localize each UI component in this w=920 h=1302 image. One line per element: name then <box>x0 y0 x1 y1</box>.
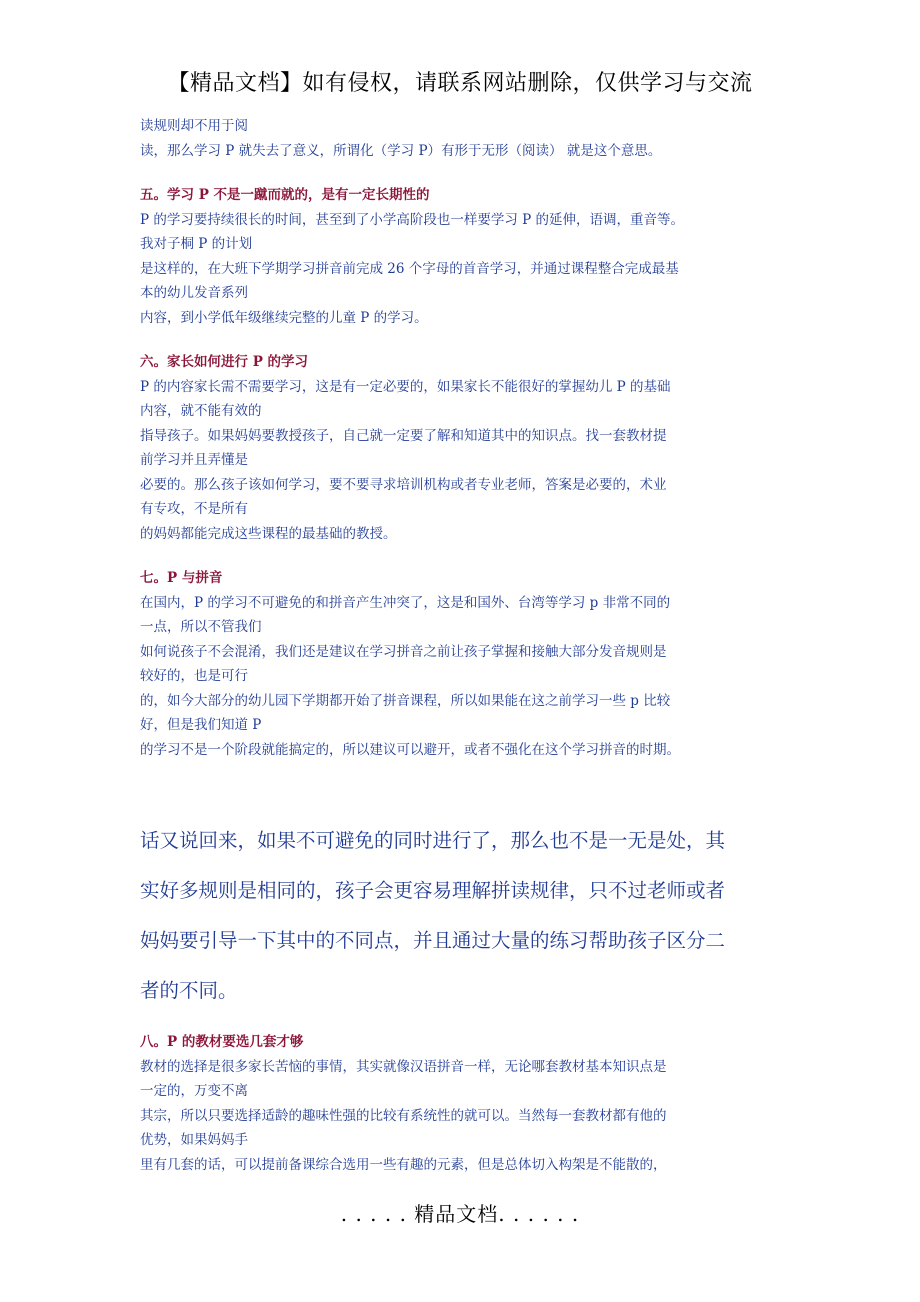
section-7-line: 的，如今大部分的幼儿园下学期都开始了拼音课程，所以如果能在这之前学习一些 p 比较 <box>140 692 671 709</box>
intro-line: 读规则却不用于阅 <box>140 118 248 134</box>
page-footer: . . . . . 精品文档. . . . . . <box>340 1202 580 1226</box>
large-paragraph-line: 者的不同。 <box>140 979 238 1002</box>
section-6-line: 指导孩子。如果妈妈要教授孩子，自己就一定要了解和知道其中的知识点。找一套教材提 <box>140 427 667 444</box>
section-5-line: P 的学习要持续很长的时间，甚至到了小学高阶段也一样要学习 P 的延伸，语调，重音等。 <box>140 211 685 228</box>
section-7-line: 的学习不是一个阶段就能搞定的，所以建议可以避开，或者不强化在这个学习拼音的时期。 <box>140 741 680 758</box>
section-5-line: 本的幼儿发音系列 <box>140 285 248 301</box>
section-7-line: 好，但是我们知道 P <box>140 717 262 733</box>
section-7-line: 在国内，P 的学习不可避免的和拼音产生冲突了，这是和国外、台湾等学习 p 非常不同的 <box>140 594 671 611</box>
section-8-line: 一定的，万变不离 <box>140 1083 248 1099</box>
section-8-text <box>140 1030 790 1177</box>
section-5-line: 是这样的，在大班下学期学习拼音前完成 26 个字母的首音学习，并通过课程整合完成最基 <box>140 260 679 277</box>
section-8-line: 里有几套的话，可以提前备课综合选用一些有趣的元素，但是总体切入构架是不能散的， <box>140 1156 667 1173</box>
section-6-line: 的妈妈都能完成这些课程的最基础的教授。 <box>140 525 397 542</box>
section-6-line: 内容，就不能有效的 <box>140 403 262 419</box>
intro-line: 读，那么学习 P 就失去了意义，所谓化（学习 P）有形于无形（阅读） 就是这个意思。 <box>140 142 662 159</box>
large-paragraph-line: 妈妈要引导一下其中的不同点，并且通过大量的练习帮助孩子区分二 <box>140 929 726 952</box>
section-heading-7: 七。P 与拼音 <box>140 570 223 586</box>
section-7-line: 如何说孩子不会混淆，我们还是建议在学习拼音之前让孩子掌握和接触大部分发音规则是 <box>140 643 667 660</box>
section-8-line: 优势，如果妈妈手 <box>140 1132 248 1148</box>
section-heading-8: 八。P 的教材要选几套才够 <box>140 1034 304 1050</box>
section-5-line: 我对子桐 P 的计划 <box>140 236 253 252</box>
section-8-line: 其宗，所以只要选择适龄的趣味性强的比较有系统性的就可以。当然每一套教材都有他的 <box>140 1107 667 1124</box>
main-text <box>140 114 790 762</box>
page-header: 【精品文档】如有侵权，请联系网站删除，仅供学习与交流 <box>167 71 753 96</box>
section-5-line: 内容，到小学低年级继续完整的儿童 P 的学习。 <box>140 309 428 326</box>
section-heading-5: 五。学习 P 不是一蹴而就的，是有一定长期性的 <box>140 187 430 203</box>
section-6-line: 有专攻，不是所有 <box>140 501 248 517</box>
large-paragraph <box>140 816 780 1016</box>
section-8-line: 教材的选择是很多家长苦恼的事情，其实就像汉语拼音一样，无论哪套教材基本知识点是 <box>140 1058 667 1075</box>
large-paragraph-line: 实好多规则是相同的，孩子会更容易理解拼读规律，只不过老师或者 <box>140 879 726 902</box>
section-heading-6: 六。家长如何进行 P 的学习 <box>140 354 309 370</box>
section-6-line: P 的内容家长需不需要学习，这是有一定必要的，如果家长不能很好的掌握幼儿 P 的基础 <box>140 378 671 395</box>
section-6-line: 必要的。那么孩子该如何学习，要不要寻求培训机构或者专业老师，答案是必要的，术业 <box>140 476 667 493</box>
large-paragraph-line: 话又说回来，如果不可避免的同时进行了，那么也不是一无是处，其 <box>140 829 726 852</box>
section-7-line: 较好的，也是可行 <box>140 668 248 684</box>
section-6-line: 前学习并且弄懂是 <box>140 452 248 468</box>
section-7-line: 一点，所以不管我们 <box>140 619 262 635</box>
